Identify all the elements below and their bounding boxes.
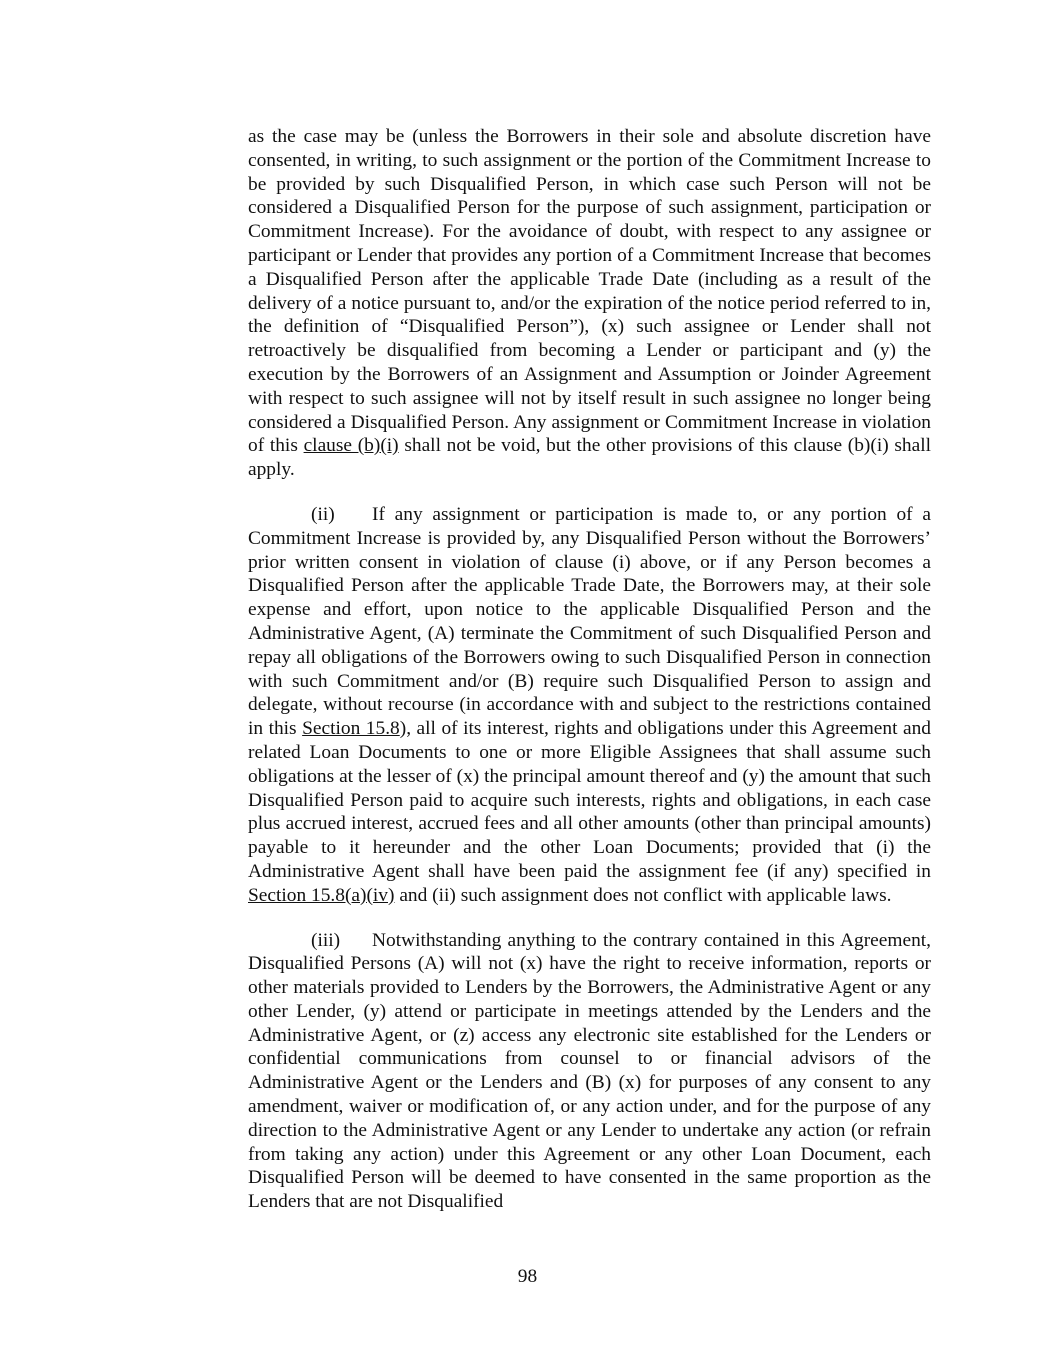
paragraph-text: shall not be void, but the other provisions of this clause (b)(i) shall apply. — [248, 435, 931, 481]
document-page — [248, 125, 931, 1214]
paragraph-text: as the case may be (unless the Borrowers in their sole and absolute discretion have consented, in writing, to such assignment or the portion of the Commitment Increase to be provided by such Disqualified Person, in which case such Person will not be considered a Disqualified Person for the purpose of such assignment, participation or Commitment Increase). For the avoidance of doubt, with respect to any assignee or participant or Lender that provides any portion of a Commitment Increase that becomes a Disqualified Person after the applicable Trade Date (including as a result of the delivery of a notice pursuant to, and/or the expiration of the notice period referred to in, the definition of “Disqualified Person”), (x) such assignee or Lender shall not retroactively be disqualified from becoming a Lender or participant and (y) the execution by the Borrowers of an Assignment and Assumption or Joinder Agreement with respect to such assignee will not by itself result in such assignee no longer being considered a Disqualified Person. Any assignment or Commitment Increase in violation of this — [248, 126, 931, 457]
paragraph-text: Notwithstanding anything to the contrary contained in this Agreement, Disqualified Persons (A) will not (x) have the right to receive information, reports or other materials provided to Lenders by the Borrowers, the Administrative Agent or any other Lender, (y) attend or participate in meetings attended by the Lenders and the Administrative Agent, or (z) access any electronic site established for the Lenders or confidential communications from counsel to or financial advisors of the Administrative Agent or the Lenders and (B) (x) for purposes of any consent to any amendment, waiver or modification of, or any action under, and for the purpose of any direction to the Administrative Agent or any Lender to undertake any action (or refrain from taking any action) under this Agreement or any other Loan Document, each Disqualified Person will be deemed to have consented in the same proportion as the Lenders that are not Disqualified — [248, 929, 931, 1213]
paragraph-text: ), all of its interest, rights and obligations under this Agreement and related Loan Documents to one or more Eligible Assignees that shall assume such obligations at the lesser of (x) the principal amount thereof and (y) the amount that such Disqualified Person paid to acquire such interests, rights and obligations, in each case plus accrued interest, accrued fees and all other amounts (other than principal amounts) payable to it hereunder and the other Loan Documents; provided that (i) the Administrative Agent shall have been paid the assignment fee (if any) specified in — [248, 718, 931, 882]
section-reference: Section 15.8(a)(iv) — [248, 884, 395, 906]
paragraph-iii — [248, 929, 931, 1215]
paragraph-number: (ii) — [311, 503, 335, 525]
paragraph-text: If any assignment or participation is made to, or any portion of a Commitment Increase is provided by, any Disqualified Person without the Borrowers’ prior written consent in violation of clause (i) above, or if any Person becomes a Disqualified Person after the applicable Trade Date, the Borrowers may, at their sole expense and effort, upon notice to the applicable Disqualified Person and the Administrative Agent, (A) terminate the Commitment of such Disqualified Person and repay all obligations of the Borrowers owing to such Disqualified Person in connection with such Commitment and/or (B) require such Disqualified Person to assign and delegate, without recourse (in accordance with and subject to the restrictions contained in this — [248, 503, 931, 740]
paragraph-ii — [248, 503, 931, 908]
paragraph-continuation — [248, 125, 931, 482]
clause-reference: clause (b)(i) — [303, 435, 399, 457]
page-number: 98 — [517, 1266, 538, 1287]
section-reference: Section 15.8 — [302, 718, 400, 740]
paragraph-text: and (ii) such assignment does not conflict with applicable laws. — [394, 884, 892, 906]
paragraph-number: (iii) — [311, 929, 341, 951]
